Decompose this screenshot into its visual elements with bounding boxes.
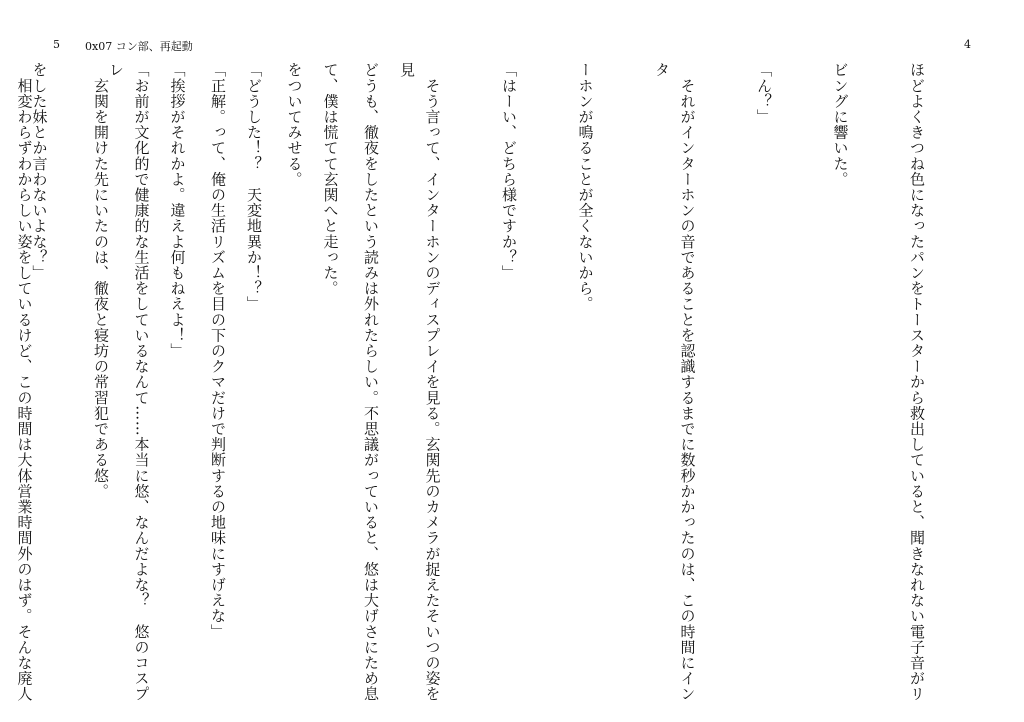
left-page-number: 5	[53, 38, 60, 51]
text-line: ほどよくきつね色になったパンをトースターから救出していると、聞きなれない電子音がリ	[908, 62, 926, 702]
right-page-number: 4	[964, 38, 971, 51]
text-line: 「正解。って、俺の生活リズムを目の下のクマだけで判断するの地味にすげえな」	[209, 62, 227, 640]
text-line: それがインターホンの音であることを認識するまでに数秒かかったのは、この時間にインタ	[653, 62, 697, 702]
text-line: 玄関を開けた先にいたのは、徹夜と寝坊の常習犯である悠。	[92, 62, 110, 499]
text-line: をした妹とか言わないよな？」	[30, 62, 49, 281]
text-line: 「お前が文化的で健康的な生活をしているなんて……本当に悠、なんだよな？ 悠のコスプレ	[107, 62, 151, 702]
text-line: そう言って、インターホンのディスプレイを見る。玄関先のカメラが捉えたそいつの姿を見	[398, 62, 442, 702]
text-line: をついてみせる。	[285, 62, 304, 187]
text-line: ビングに響いた。	[831, 62, 850, 187]
text-line: 「挨拶がそれかよ。違えよ何もねえよ！」	[168, 62, 187, 359]
text-line: て、僕は慌てて玄関へと走った。	[321, 62, 340, 296]
text-line: 相変わらずわからしい姿をしているけど、この時間は大体営業時間外のはず。そんな廃人	[15, 62, 34, 702]
chapter-title: 0x07 コン部、再起動	[85, 40, 193, 53]
text-line: 「はーい、どちら様ですか？」	[500, 62, 518, 281]
text-line: 「ん？」	[755, 62, 773, 125]
text-line: どうも、徹夜をしたという読みは外れたらしい。不思議がっていると、悠は大げさにため息	[362, 62, 380, 702]
text-line: 「どうした！？ 天変地異か！？」	[245, 62, 263, 312]
text-line: ーホンが鳴ることが全くないから。	[576, 62, 595, 312]
